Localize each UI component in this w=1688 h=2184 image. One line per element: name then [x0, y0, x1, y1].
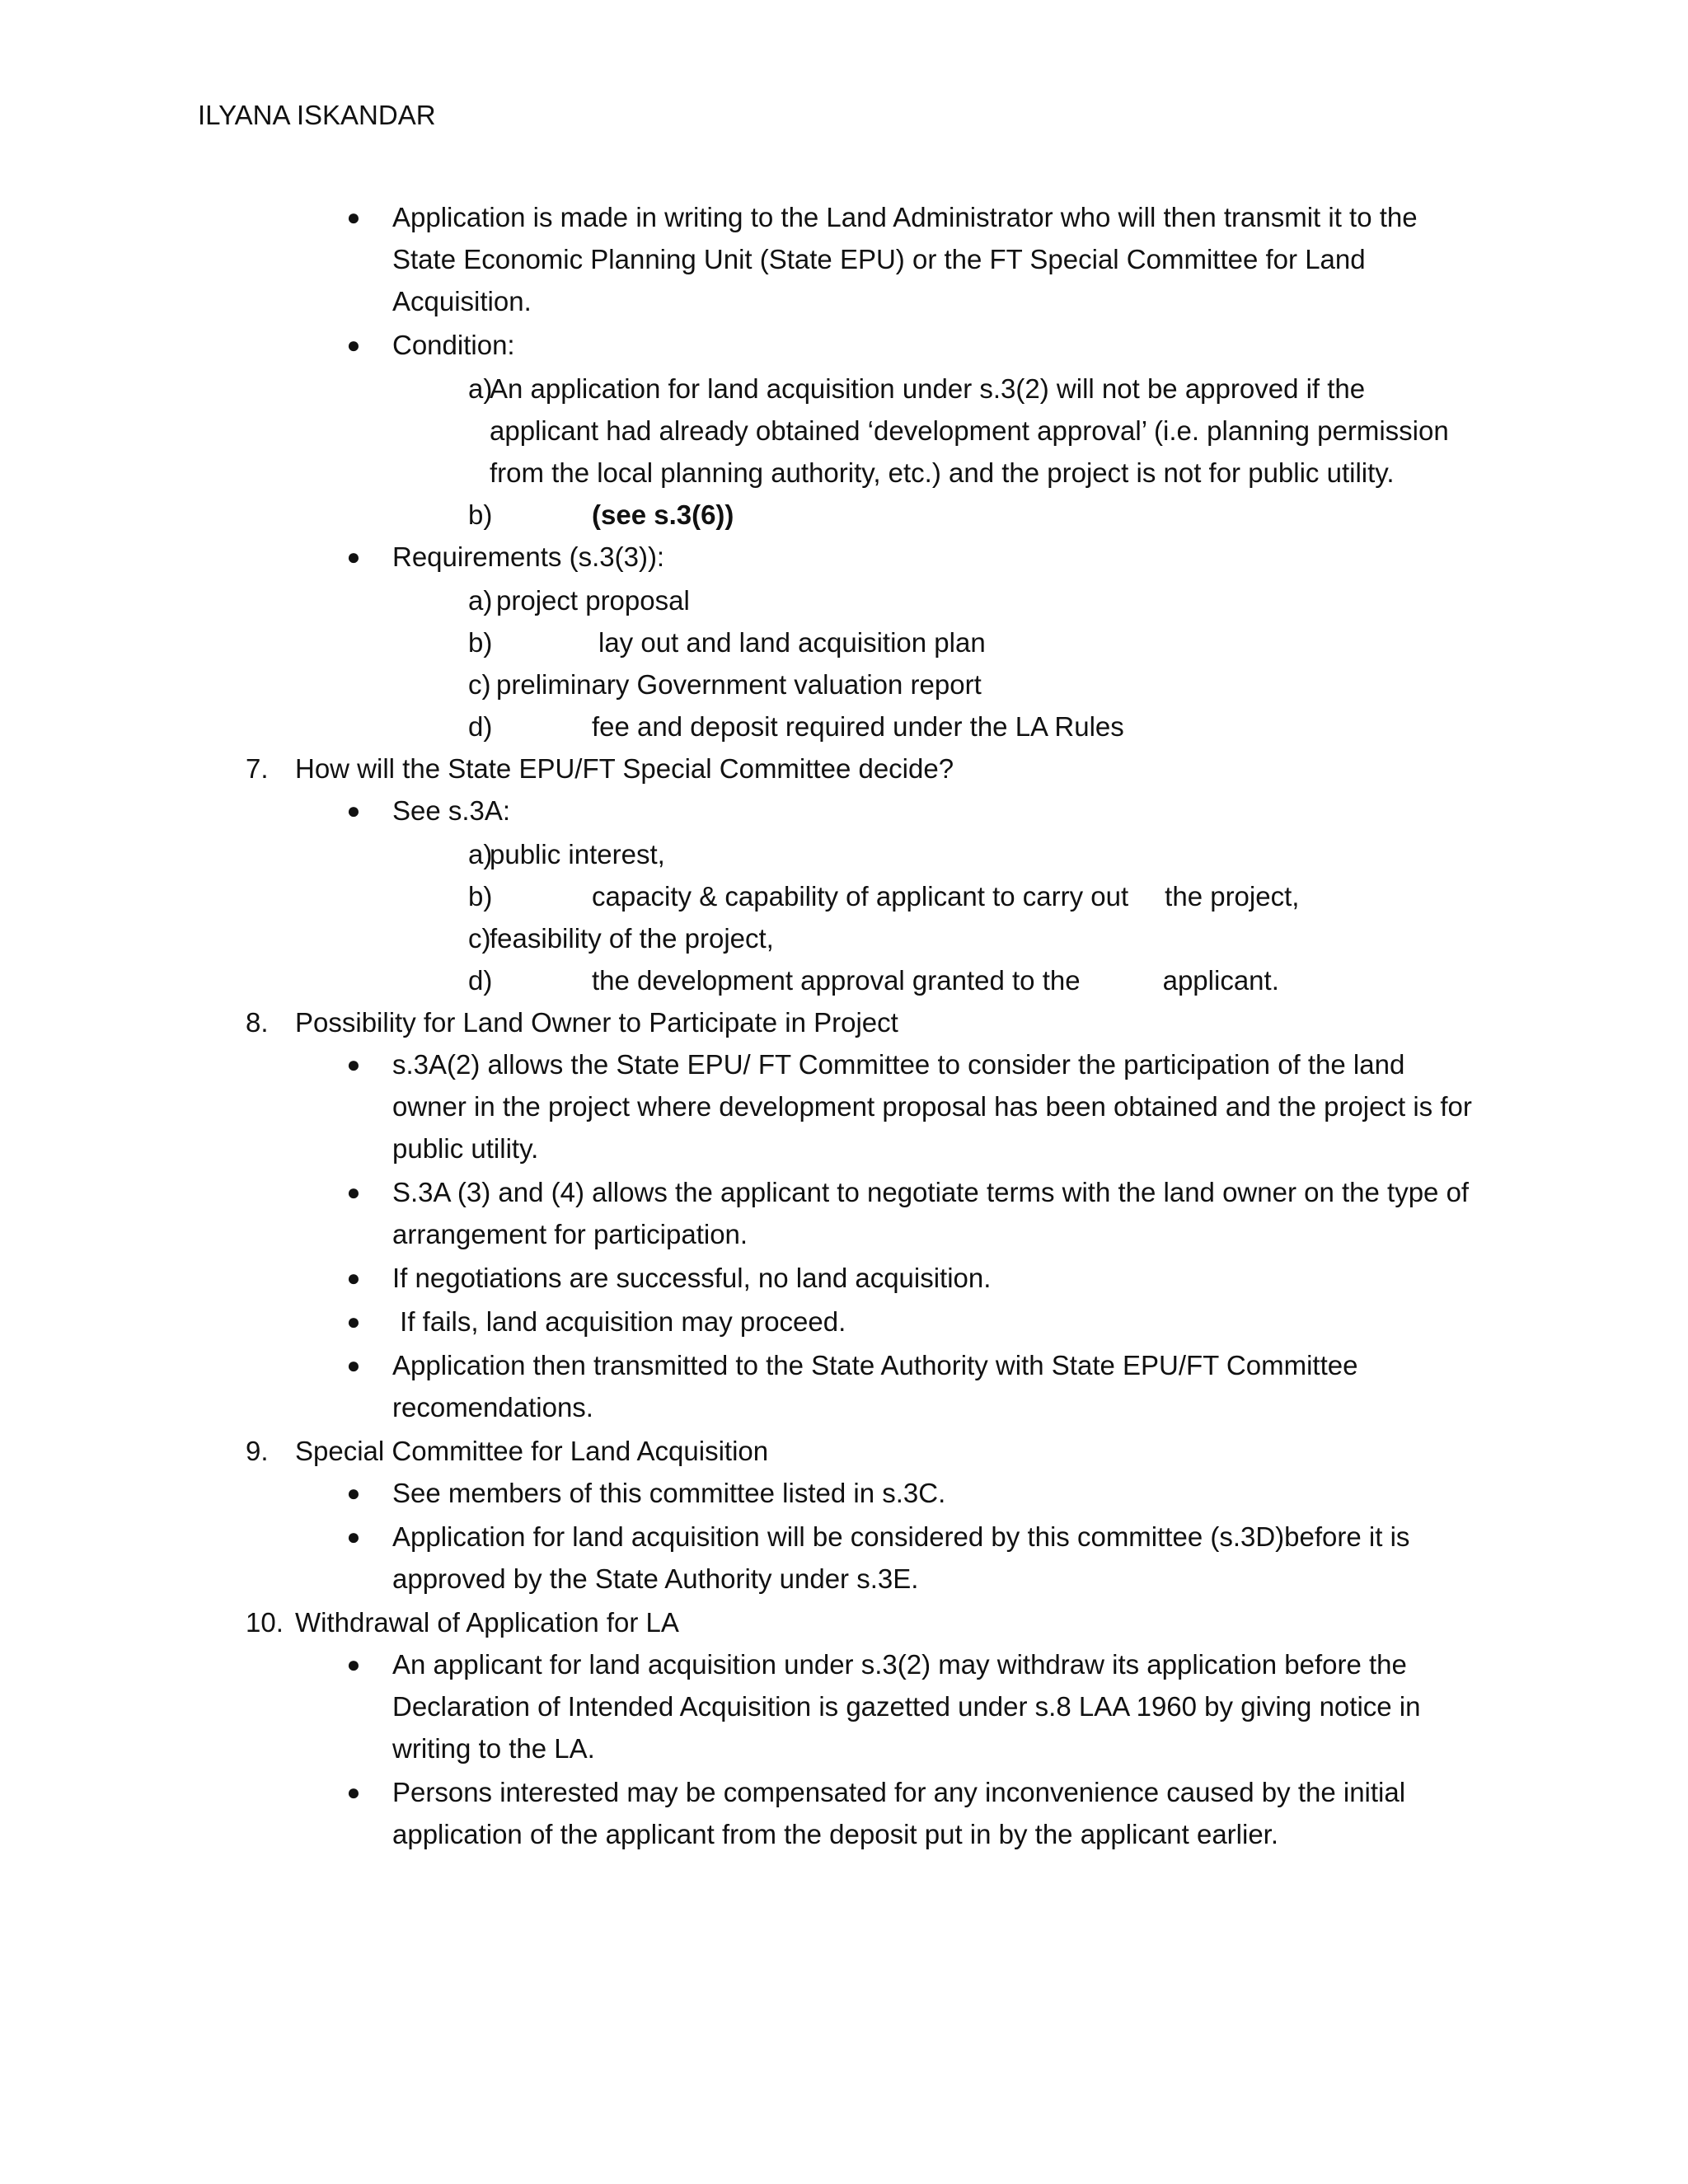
bullet-text: Requirements (s.3(3)):	[392, 541, 665, 572]
sub-marker: a)	[468, 585, 493, 616]
numbered-section-8	[0, 1001, 1688, 1043]
bullet-icon: ●	[346, 1480, 361, 1506]
sub-text: project proposal	[496, 585, 690, 616]
sub-text: An application for land acquisition under s.3(2) will not be approved if the applicant had already obtained ‘development approval’ (i.e. planning permission from the local planning authority, etc.) and the project is not for public utility.	[490, 373, 1449, 488]
sub-marker: b)	[468, 881, 493, 912]
criteria-item	[0, 959, 1688, 1001]
section-number: 9.	[246, 1436, 269, 1466]
bullet-icon: ●	[346, 1779, 361, 1805]
document-body	[0, 196, 1688, 1857]
list-item	[0, 1643, 1688, 1769]
bullet-text: See members of this committee listed in s.3C.	[392, 1478, 946, 1508]
list-item	[0, 196, 1688, 322]
numbered-section-9	[0, 1430, 1688, 1472]
sub-marker: c)	[468, 923, 491, 954]
bullet-icon: ●	[346, 1052, 361, 1077]
list-item	[0, 1472, 1688, 1514]
section-number: 8.	[246, 1007, 269, 1038]
bullet-text: See s.3A:	[392, 795, 511, 826]
criteria-item	[0, 917, 1688, 959]
sub-marker: b)	[468, 627, 493, 658]
bullet-text: If fails, land acquisition may proceed.	[392, 1306, 846, 1337]
bullet-icon: ●	[346, 332, 361, 358]
condition-item	[0, 494, 1688, 536]
sub-marker: c)	[468, 669, 491, 700]
sub-marker: d)	[468, 711, 493, 742]
bullet-text: Application then transmitted to the State Authority with State EPU/FT Committee recomendations.	[392, 1350, 1358, 1422]
requirement-item	[0, 663, 1688, 705]
bullet-icon: ●	[346, 1652, 361, 1677]
section-number: 7.	[246, 753, 269, 784]
sub-text: lay out and land acquisition plan	[598, 627, 986, 658]
numbered-section-7	[0, 748, 1688, 790]
list-item	[0, 790, 1688, 832]
bullet-icon: ●	[346, 544, 361, 569]
bullet-icon: ●	[346, 204, 361, 230]
bullet-icon: ●	[346, 1265, 361, 1291]
requirement-item	[0, 579, 1688, 621]
requirement-item	[0, 621, 1688, 663]
numbered-section-10	[0, 1601, 1688, 1643]
bullet-text: Persons interested may be compensated for any inconvenience caused by the initial application of the applicant from the deposit put in by the applicant earlier.	[392, 1777, 1406, 1849]
bullet-text: Application is made in writing to the Land Administrator who will then transmit it to the State Economic Planning Unit (State EPU) or the FT Special Committee for Land Acquisition.	[392, 202, 1418, 316]
list-item	[0, 1771, 1688, 1855]
bullet-icon: ●	[346, 1352, 361, 1378]
list-item	[0, 1344, 1688, 1428]
condition-item	[0, 368, 1688, 494]
list-item	[0, 1043, 1688, 1169]
list-item	[0, 324, 1688, 366]
bullet-text: If negotiations are successful, no land acquisition.	[392, 1263, 992, 1293]
bullet-icon: ●	[346, 1309, 361, 1334]
list-item	[0, 1301, 1688, 1343]
bullet-icon: ●	[346, 798, 361, 823]
sub-text: (see s.3(6))	[592, 499, 734, 530]
sub-marker: d)	[468, 965, 493, 996]
bullet-text: Application for land acquisition will be considered by this committee (s.3D)before it is approved by the State Authority under s.3E.	[392, 1521, 1410, 1594]
section-number: 10.	[246, 1607, 284, 1638]
sub-text-continued: applicant.	[1162, 965, 1279, 996]
section-title: Possibility for Land Owner to Participate in Project	[295, 1007, 898, 1038]
sub-text-continued: the project,	[1165, 881, 1300, 912]
bullet-text: S.3A (3) and (4) allows the applicant to negotiate terms with the land owner on the type of arrangement for participation.	[392, 1177, 1470, 1249]
section-title: How will the State EPU/FT Special Committee decide?	[295, 753, 954, 784]
sub-text: capacity & capability of applicant to carry out	[592, 881, 1129, 912]
bullet-icon: ●	[346, 1524, 361, 1549]
list-item	[0, 1516, 1688, 1600]
list-item	[0, 1171, 1688, 1255]
sub-marker: a)	[468, 839, 493, 869]
criteria-item	[0, 875, 1688, 917]
bullet-icon: ●	[346, 1179, 361, 1205]
bullet-text: s.3A(2) allows the State EPU/ FT Committee to consider the participation of the land owner in the project where development proposal has been obtained and the project is for public utility.	[392, 1049, 1472, 1164]
bullet-text: Condition:	[392, 330, 515, 360]
section-title: Withdrawal of Application for LA	[295, 1607, 679, 1638]
sub-text: preliminary Government valuation report	[496, 669, 982, 700]
criteria-item	[0, 833, 1688, 875]
sub-text: feasibility of the project,	[490, 923, 774, 954]
requirement-item	[0, 705, 1688, 748]
list-item	[0, 1257, 1688, 1299]
bullet-text: An applicant for land acquisition under s.3(2) may withdraw its application before the Declaration of Intended Acquisition is gazetted under s.8 LAA 1960 by giving notice in writing to the LA.	[392, 1649, 1421, 1764]
sub-text: fee and deposit required under the LA Rules	[592, 711, 1124, 742]
sub-text: the development approval granted to the	[592, 965, 1081, 996]
sub-marker: b)	[468, 499, 493, 530]
sub-text: public interest,	[490, 839, 665, 869]
list-item	[0, 536, 1688, 578]
section-title: Special Committee for Land Acquisition	[295, 1436, 769, 1466]
sub-marker: a)	[468, 373, 493, 404]
page-header-author: ILYANA ISKANDAR	[198, 100, 436, 130]
